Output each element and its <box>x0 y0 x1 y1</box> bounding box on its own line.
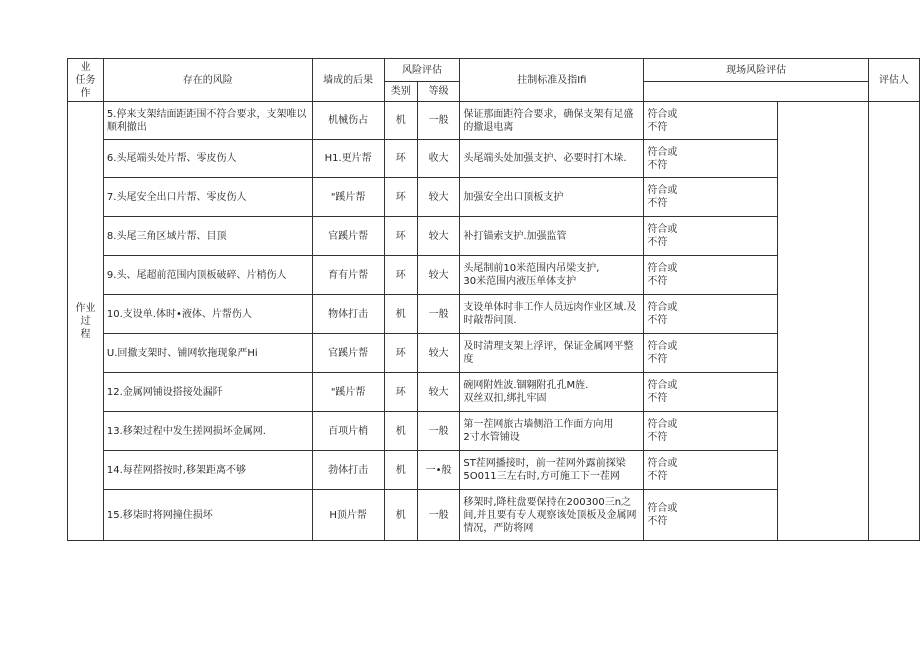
level-cell: 较大 <box>417 217 460 256</box>
level-cell: 收大 <box>417 140 460 178</box>
header-site-evaluation: 现场风险评估 <box>644 59 869 82</box>
measure-cell: 第一茬网旅古墙侧沿工作面方向用 2寸水管铺设 <box>460 412 644 451</box>
risk-assessment-table <box>67 58 920 541</box>
header-category: 类别 <box>384 82 417 102</box>
category-cell: 机 <box>384 451 417 490</box>
consequence-cell: "蹊片帮 <box>312 178 384 217</box>
category-cell: 机 <box>384 412 417 451</box>
header-consequence: 墙成的后果 <box>312 59 384 102</box>
level-cell: 一般 <box>417 102 460 140</box>
consequence-cell: H顶片帮 <box>312 490 384 541</box>
measure-cell: 支设单体时非工作人员远肉作业区域.及时敲帮问顶. <box>460 295 644 334</box>
risk-cell: 14.每茬网搭按时,移架距离不够 <box>103 451 312 490</box>
consequence-cell: 百项片梢 <box>312 412 384 451</box>
consequence-cell: 机械伤占 <box>312 102 384 140</box>
category-cell: 环 <box>384 334 417 373</box>
site-eval-cell: 符合或 不符 <box>644 256 777 295</box>
header-stage: 业 任务 作 <box>68 59 104 102</box>
assessor-cell <box>868 102 919 541</box>
header-level: 等级 <box>417 82 460 102</box>
site-eval-cell: 符合或 不符 <box>644 334 777 373</box>
level-cell: 较大 <box>417 256 460 295</box>
category-cell: 环 <box>384 178 417 217</box>
consequence-cell: 育有片帮 <box>312 256 384 295</box>
site-eval-cell: 符合或 不符 <box>644 412 777 451</box>
consequence-cell: "蹊片帮 <box>312 373 384 412</box>
level-cell: 一般 <box>417 295 460 334</box>
stage-cell: 作业过 程 <box>68 102 104 541</box>
category-cell: 环 <box>384 140 417 178</box>
risk-cell: U.回撤支架时、铺网软拖现象严Hi <box>103 334 312 373</box>
risk-cell: 10.支设单.体时•液体、片帮伤人 <box>103 295 312 334</box>
level-cell: 较大 <box>417 334 460 373</box>
risk-rows <box>68 102 920 541</box>
risk-cell: 8.头尾三角区域片帮、目顶 <box>103 217 312 256</box>
risk-cell: 7.头尾安全出口片帮、零皮伤人 <box>103 178 312 217</box>
site-eval-cell: 符合或 不符 <box>644 490 777 541</box>
site-eval-blank-cell <box>777 102 868 541</box>
measure-cell: 加强安全出口顶板支护 <box>460 178 644 217</box>
measure-cell: 头尾制前10米范围内吊梁支护, 30米范围内液压单体支护 <box>460 256 644 295</box>
level-cell: 较大 <box>417 178 460 217</box>
site-eval-cell: 符合或 不符 <box>644 217 777 256</box>
measure-cell: 移架时,降柱盘要保持在200300三n之间,并且要有专人观察该处顶板及金属网情况，严防将网 <box>460 490 644 541</box>
measure-cell: 补打锚索支护.加强监管 <box>460 217 644 256</box>
consequence-cell: 勃体打击 <box>312 451 384 490</box>
consequence-cell: 物体打击 <box>312 295 384 334</box>
site-eval-cell: 符合或 不符 <box>644 178 777 217</box>
header-measures: 拄制标准及指Ifi <box>460 59 644 102</box>
consequence-cell: H1.更片帮 <box>312 140 384 178</box>
header-assessor: 评估人 <box>868 59 919 102</box>
category-cell: 机 <box>384 295 417 334</box>
site-eval-cell: 符合或 不符 <box>644 140 777 178</box>
risk-cell: 15.移柒时将网撞住损坏 <box>103 490 312 541</box>
category-cell: 环 <box>384 217 417 256</box>
level-cell: 一•般 <box>417 451 460 490</box>
level-cell: 一般 <box>417 490 460 541</box>
site-eval-cell: 符合或 不符 <box>644 102 777 140</box>
risk-cell: 5.停来支架结面距距围不符合要求，支架唯以顺利撤出 <box>103 102 312 140</box>
header-risk: 存在的风险 <box>103 59 312 102</box>
category-cell: 机 <box>384 102 417 140</box>
level-cell: 较大 <box>417 373 460 412</box>
site-eval-cell: 符合或 不符 <box>644 295 777 334</box>
level-cell: 一般 <box>417 412 460 451</box>
risk-cell: 13.移架过程中发生搓网损坏金属网. <box>103 412 312 451</box>
category-cell: 机 <box>384 490 417 541</box>
measure-cell: 保证那面距符合要求，确保支架有足盛的撤退电离 <box>460 102 644 140</box>
table-row <box>68 102 920 140</box>
category-cell: 环 <box>384 256 417 295</box>
measure-cell: 及时清理支架上浮评，保证金属网平整度 <box>460 334 644 373</box>
header-risk-evaluation: 风险评估 <box>384 59 460 82</box>
risk-cell: 9.头、尾超前范围内顶板破碎、片梢伤人 <box>103 256 312 295</box>
site-eval-cell: 符合或 不符 <box>644 451 777 490</box>
measure-cell: ST茬网播接时，前一茬网外露前探梁5O011三左右时,方可施工下一茬网 <box>460 451 644 490</box>
measure-cell: 头尾端头处加强支护、必要时打木垛. <box>460 140 644 178</box>
consequence-cell: 官蹊片帮 <box>312 217 384 256</box>
measure-cell: 碗网附姓波.锢翱附孔孔M旌. 双丝双扣,绑扎牢固 <box>460 373 644 412</box>
site-eval-cell: 符合或 不符 <box>644 373 777 412</box>
category-cell: 环 <box>384 373 417 412</box>
risk-cell: 6.头尾端头处片帮、零皮伤人 <box>103 140 312 178</box>
consequence-cell: 官蹊片帮 <box>312 334 384 373</box>
risk-cell: 12.金属网铺设搭接处漏阡 <box>103 373 312 412</box>
